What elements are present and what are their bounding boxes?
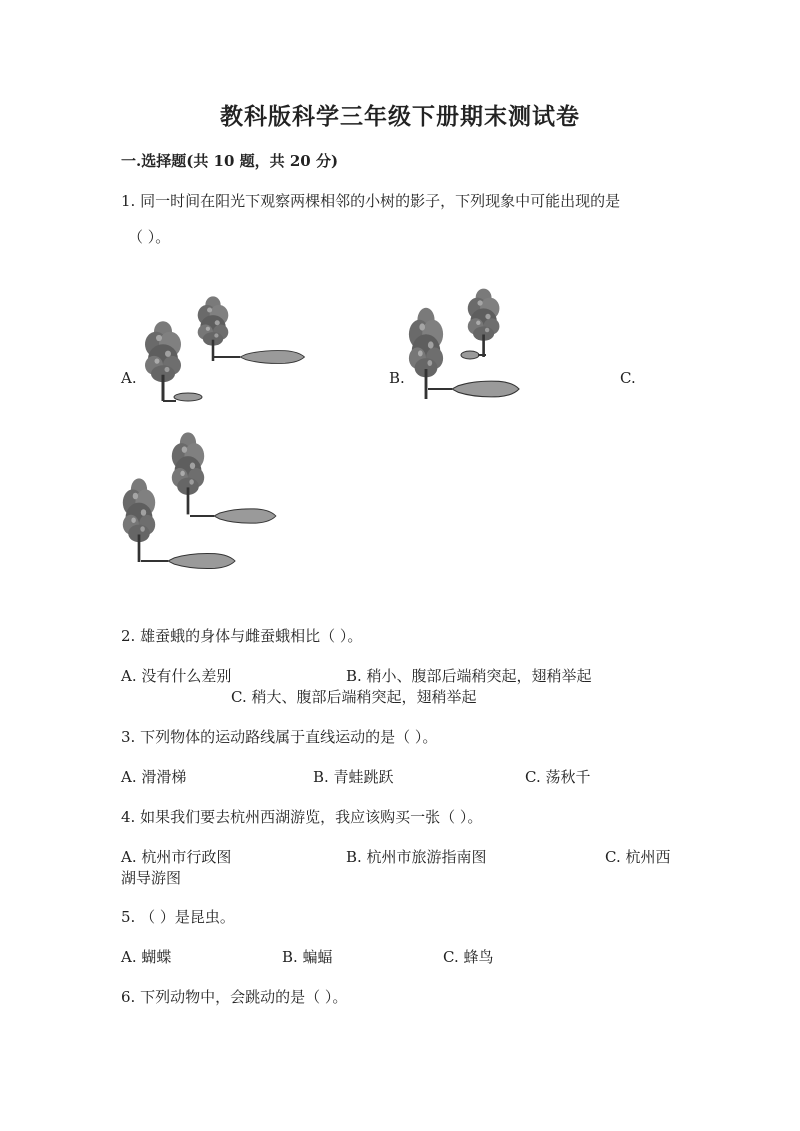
q3-option-b[interactable]: B. 青蛙跳跃 [313, 768, 394, 786]
question-6-stem: 6. 下列动物中，会跳动的是（ ）。 [121, 988, 348, 1006]
q5-option-b[interactable]: B. 蝙蝠 [282, 948, 333, 966]
q4-option-a[interactable]: A. 杭州市行政图 [121, 848, 232, 866]
q1-option-b-figure [406, 283, 536, 403]
q4-option-c[interactable]: C. 杭州西 [605, 848, 671, 866]
section-heading: 一.选择题(共 10 题，共 20 分) [121, 152, 339, 170]
q4-option-b[interactable]: B. 杭州市旅游指南图 [346, 848, 487, 866]
q3-option-c[interactable]: C. 荡秋千 [525, 768, 591, 786]
question-1-stem: 1. 同一时间在阳光下观察两棵相邻的小树的影子，下列现象中可能出现的是 [121, 192, 621, 210]
q2-option-c[interactable]: C. 稍大、腹部后端稍突起，翅稍举起 [231, 688, 477, 706]
q1-option-a-figure [140, 290, 320, 405]
q5-option-a[interactable]: A. 蝴蝶 [121, 948, 172, 966]
q3-option-a[interactable]: A. 滑滑梯 [121, 768, 187, 786]
q5-option-c[interactable]: C. 蜂鸟 [443, 948, 494, 966]
question-2-stem: 2. 雄蚕蛾的身体与雌蚕蛾相比（ ）。 [121, 627, 363, 645]
q1-option-c-label[interactable]: C. [620, 369, 636, 387]
q2-option-b[interactable]: B. 稍小、腹部后端稍突起，翅稍举起 [346, 667, 592, 685]
question-3-stem: 3. 下列物体的运动路线属于直线运动的是（ ）。 [121, 728, 438, 746]
question-4-stem: 4. 如果我们要去杭州西湖游览，我应该购买一张（ ）。 [121, 808, 483, 826]
q4-option-c-continuation[interactable]: 湖导游图 [121, 869, 182, 887]
q2-option-a[interactable]: A. 没有什么差别 [121, 667, 232, 685]
question-1-answer-blank: （ ）。 [128, 228, 171, 246]
q1-option-c-figure [118, 428, 288, 578]
question-5-stem: 5. （ ）是昆虫。 [121, 908, 235, 926]
q1-option-a-label[interactable]: A. [121, 369, 137, 387]
page-title: 教科版科学三年级下册期末测试卷 [220, 103, 580, 130]
q1-option-b-label[interactable]: B. [389, 369, 405, 387]
